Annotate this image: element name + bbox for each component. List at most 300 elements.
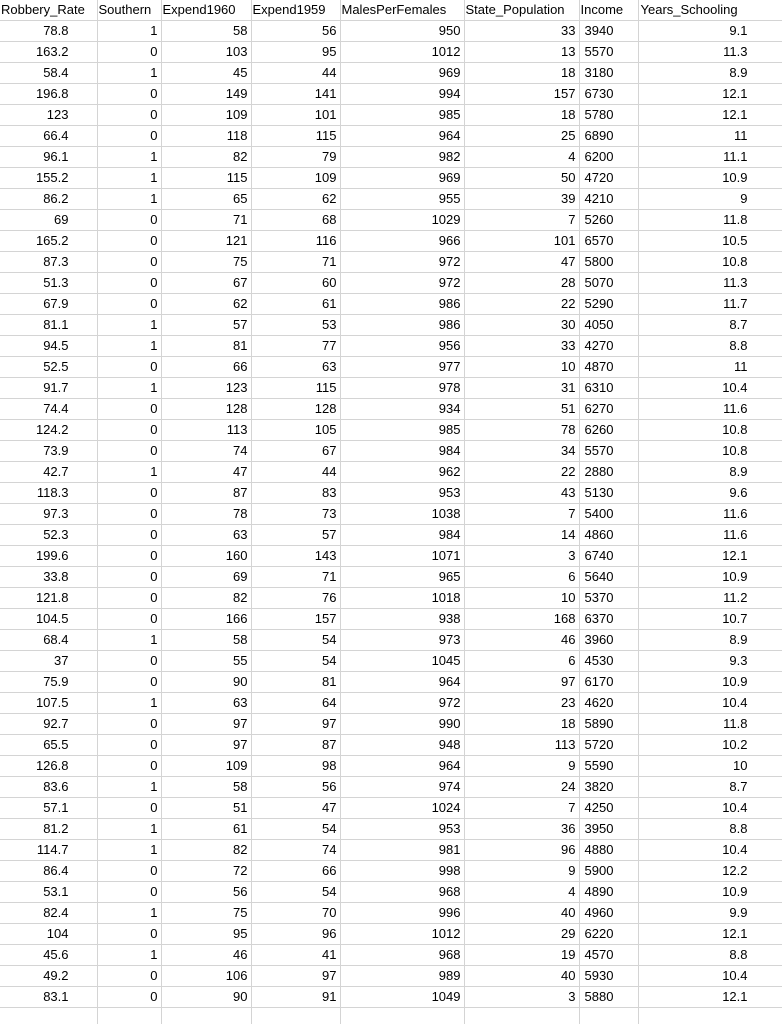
- cell-expend1960[interactable]: 123: [161, 378, 251, 399]
- cell-males-per-females[interactable]: 948: [340, 735, 464, 756]
- cell-expend1960[interactable]: 113: [161, 420, 251, 441]
- cell-males-per-females[interactable]: 998: [340, 861, 464, 882]
- cell-expend1960[interactable]: 72: [161, 861, 251, 882]
- cell-income[interactable]: 5930: [579, 966, 638, 987]
- cell-income[interactable]: 5290: [579, 294, 638, 315]
- cell-expend1959[interactable]: 101: [251, 105, 340, 126]
- cell-robbery-rate[interactable]: 73.9: [0, 441, 97, 462]
- cell-expend1959[interactable]: 56: [251, 21, 340, 42]
- cell-years-schooling[interactable]: 11.3: [638, 273, 782, 294]
- cell-males-per-females[interactable]: 953: [340, 819, 464, 840]
- cell-expend1959[interactable]: 63: [251, 357, 340, 378]
- cell-expend1960[interactable]: 78: [161, 504, 251, 525]
- cell-state-population[interactable]: 34: [464, 441, 579, 462]
- cell-state-population[interactable]: 23: [464, 693, 579, 714]
- cell-southern[interactable]: 0: [97, 756, 161, 777]
- cell-state-population[interactable]: 9: [464, 756, 579, 777]
- cell-males-per-females[interactable]: 1038: [340, 504, 464, 525]
- cell-southern[interactable]: 0: [97, 105, 161, 126]
- cell-state-population[interactable]: 3: [464, 987, 579, 1008]
- cell-males-per-females[interactable]: 938: [340, 609, 464, 630]
- cell-robbery-rate[interactable]: 118.3: [0, 483, 97, 504]
- cell-years-schooling[interactable]: 11.7: [638, 294, 782, 315]
- cell-expend1959[interactable]: 64: [251, 693, 340, 714]
- cell-robbery-rate[interactable]: 58.4: [0, 63, 97, 84]
- cell-expend1959[interactable]: 54: [251, 819, 340, 840]
- cell-income[interactable]: 5780: [579, 105, 638, 126]
- cell-expend1960[interactable]: 121: [161, 231, 251, 252]
- cell-expend1959[interactable]: 81: [251, 672, 340, 693]
- cell-robbery-rate[interactable]: 68.4: [0, 630, 97, 651]
- cell-years-schooling[interactable]: 11.8: [638, 210, 782, 231]
- cell-robbery-rate[interactable]: 57.1: [0, 798, 97, 819]
- cell-expend1960[interactable]: 166: [161, 609, 251, 630]
- cell-income[interactable]: 5900: [579, 861, 638, 882]
- cell-state-population[interactable]: 97: [464, 672, 579, 693]
- cell-years-schooling[interactable]: 12.1: [638, 105, 782, 126]
- cell-expend1959[interactable]: 61: [251, 294, 340, 315]
- cell-state-population[interactable]: 31: [464, 378, 579, 399]
- cell-males-per-females[interactable]: 977: [340, 357, 464, 378]
- cell-expend1960[interactable]: 45: [161, 63, 251, 84]
- cell-males-per-females[interactable]: 1049: [340, 987, 464, 1008]
- cell-males-per-females[interactable]: 994: [340, 84, 464, 105]
- cell-state-population[interactable]: 47: [464, 252, 579, 273]
- cell-years-schooling[interactable]: 11.6: [638, 504, 782, 525]
- cell-expend1960[interactable]: 63: [161, 693, 251, 714]
- cell-robbery-rate[interactable]: 196.8: [0, 84, 97, 105]
- cell-expend1960[interactable]: 55: [161, 651, 251, 672]
- cell-southern[interactable]: 0: [97, 714, 161, 735]
- cell-years-schooling[interactable]: 11.1: [638, 147, 782, 168]
- cell-expend1959[interactable]: 157: [251, 609, 340, 630]
- cell-state-population[interactable]: 18: [464, 63, 579, 84]
- cell-expend1960[interactable]: 128: [161, 399, 251, 420]
- cell-state-population[interactable]: 13: [464, 42, 579, 63]
- cell-southern[interactable]: 0: [97, 84, 161, 105]
- cell-southern[interactable]: 1: [97, 21, 161, 42]
- cell-males-per-females[interactable]: 974: [340, 777, 464, 798]
- cell-males-per-females[interactable]: 996: [340, 903, 464, 924]
- cell-expend1959[interactable]: 60: [251, 273, 340, 294]
- header-cell-expend1959[interactable]: Expend1959: [251, 0, 340, 21]
- cell-robbery-rate[interactable]: 67.9: [0, 294, 97, 315]
- cell-state-population[interactable]: 96: [464, 840, 579, 861]
- cell-expend1959[interactable]: 109: [251, 168, 340, 189]
- cell-robbery-rate[interactable]: 87.3: [0, 252, 97, 273]
- cell-expend1959[interactable]: 53: [251, 315, 340, 336]
- cell-southern[interactable]: 0: [97, 672, 161, 693]
- cell-years-schooling[interactable]: 9.6: [638, 483, 782, 504]
- cell-income[interactable]: 5880: [579, 987, 638, 1008]
- cell-years-schooling[interactable]: 11: [638, 357, 782, 378]
- cell-expend1960[interactable]: 65: [161, 189, 251, 210]
- cell-southern[interactable]: 0: [97, 567, 161, 588]
- cell-expend1959[interactable]: 143: [251, 546, 340, 567]
- cell-expend1960[interactable]: 149: [161, 84, 251, 105]
- cell-expend1959[interactable]: 56: [251, 777, 340, 798]
- cell-income[interactable]: 4570: [579, 945, 638, 966]
- cell-robbery-rate[interactable]: 83.6: [0, 777, 97, 798]
- cell-income[interactable]: 5260: [579, 210, 638, 231]
- cell-robbery-rate[interactable]: 121.8: [0, 588, 97, 609]
- cell-southern[interactable]: 0: [97, 987, 161, 1008]
- cell-expend1959[interactable]: 73: [251, 504, 340, 525]
- cell-expend1959[interactable]: 87: [251, 735, 340, 756]
- cell-state-population[interactable]: 39: [464, 189, 579, 210]
- cell-income[interactable]: 6890: [579, 126, 638, 147]
- cell-expend1960[interactable]: 103: [161, 42, 251, 63]
- cell-income[interactable]: 4530: [579, 651, 638, 672]
- cell-males-per-females[interactable]: 982: [340, 147, 464, 168]
- cell-southern[interactable]: 0: [97, 273, 161, 294]
- cell-years-schooling[interactable]: 11.6: [638, 525, 782, 546]
- cell-income[interactable]: 5590: [579, 756, 638, 777]
- cell-years-schooling[interactable]: 10.5: [638, 231, 782, 252]
- cell-expend1960[interactable]: 62: [161, 294, 251, 315]
- cell-state-population[interactable]: 4: [464, 882, 579, 903]
- cell-robbery-rate[interactable]: 155.2: [0, 168, 97, 189]
- cell-males-per-females[interactable]: 969: [340, 168, 464, 189]
- cell-southern[interactable]: [97, 1008, 161, 1024]
- cell-state-population[interactable]: 30: [464, 315, 579, 336]
- cell-years-schooling[interactable]: 8.8: [638, 945, 782, 966]
- cell-state-population[interactable]: [464, 1008, 579, 1024]
- cell-expend1959[interactable]: 96: [251, 924, 340, 945]
- cell-income[interactable]: 6740: [579, 546, 638, 567]
- cell-expend1959[interactable]: 62: [251, 189, 340, 210]
- cell-expend1960[interactable]: [161, 1008, 251, 1024]
- cell-state-population[interactable]: 6: [464, 651, 579, 672]
- cell-state-population[interactable]: 9: [464, 861, 579, 882]
- cell-expend1959[interactable]: 116: [251, 231, 340, 252]
- cell-males-per-females[interactable]: 984: [340, 525, 464, 546]
- cell-state-population[interactable]: 33: [464, 336, 579, 357]
- cell-expend1960[interactable]: 97: [161, 714, 251, 735]
- cell-southern[interactable]: 0: [97, 588, 161, 609]
- cell-males-per-females[interactable]: 953: [340, 483, 464, 504]
- cell-southern[interactable]: 1: [97, 630, 161, 651]
- cell-years-schooling[interactable]: 12.1: [638, 84, 782, 105]
- cell-males-per-females[interactable]: 962: [340, 462, 464, 483]
- cell-income[interactable]: 5640: [579, 567, 638, 588]
- cell-robbery-rate[interactable]: 78.8: [0, 21, 97, 42]
- cell-income[interactable]: 5890: [579, 714, 638, 735]
- cell-years-schooling[interactable]: 9.9: [638, 903, 782, 924]
- cell-state-population[interactable]: 18: [464, 105, 579, 126]
- header-cell-years-schooling[interactable]: Years_Schooling: [638, 0, 782, 21]
- cell-males-per-females[interactable]: 984: [340, 441, 464, 462]
- cell-southern[interactable]: 1: [97, 462, 161, 483]
- cell-years-schooling[interactable]: 8.9: [638, 630, 782, 651]
- cell-expend1959[interactable]: 54: [251, 651, 340, 672]
- cell-income[interactable]: 5130: [579, 483, 638, 504]
- cell-state-population[interactable]: 10: [464, 357, 579, 378]
- cell-years-schooling[interactable]: 12.1: [638, 987, 782, 1008]
- cell-expend1960[interactable]: 87: [161, 483, 251, 504]
- cell-southern[interactable]: 0: [97, 483, 161, 504]
- cell-expend1959[interactable]: 54: [251, 882, 340, 903]
- cell-income[interactable]: 6570: [579, 231, 638, 252]
- cell-robbery-rate[interactable]: 97.3: [0, 504, 97, 525]
- cell-southern[interactable]: 1: [97, 903, 161, 924]
- cell-robbery-rate[interactable]: 81.2: [0, 819, 97, 840]
- cell-males-per-females[interactable]: 964: [340, 672, 464, 693]
- cell-males-per-females[interactable]: 966: [340, 231, 464, 252]
- cell-income[interactable]: 3180: [579, 63, 638, 84]
- cell-expend1959[interactable]: 115: [251, 378, 340, 399]
- cell-southern[interactable]: 1: [97, 315, 161, 336]
- cell-income[interactable]: 6270: [579, 399, 638, 420]
- cell-males-per-females[interactable]: 968: [340, 882, 464, 903]
- cell-state-population[interactable]: 24: [464, 777, 579, 798]
- cell-southern[interactable]: 0: [97, 504, 161, 525]
- cell-expend1960[interactable]: 115: [161, 168, 251, 189]
- cell-males-per-females[interactable]: 1012: [340, 42, 464, 63]
- cell-expend1959[interactable]: 66: [251, 861, 340, 882]
- cell-years-schooling[interactable]: 10.9: [638, 882, 782, 903]
- cell-southern[interactable]: 0: [97, 231, 161, 252]
- cell-males-per-females[interactable]: 986: [340, 315, 464, 336]
- cell-expend1960[interactable]: 58: [161, 630, 251, 651]
- cell-males-per-females[interactable]: 990: [340, 714, 464, 735]
- cell-males-per-females[interactable]: 964: [340, 756, 464, 777]
- cell-years-schooling[interactable]: 10.9: [638, 168, 782, 189]
- cell-southern[interactable]: 0: [97, 798, 161, 819]
- cell-income[interactable]: 3950: [579, 819, 638, 840]
- cell-southern[interactable]: 0: [97, 546, 161, 567]
- cell-males-per-females[interactable]: 985: [340, 420, 464, 441]
- cell-expend1959[interactable]: 71: [251, 567, 340, 588]
- cell-robbery-rate[interactable]: 52.5: [0, 357, 97, 378]
- cell-robbery-rate[interactable]: 92.7: [0, 714, 97, 735]
- cell-expend1959[interactable]: 128: [251, 399, 340, 420]
- cell-southern[interactable]: 0: [97, 210, 161, 231]
- cell-state-population[interactable]: 28: [464, 273, 579, 294]
- cell-income[interactable]: 6730: [579, 84, 638, 105]
- cell-expend1960[interactable]: 51: [161, 798, 251, 819]
- cell-expend1960[interactable]: 56: [161, 882, 251, 903]
- cell-income[interactable]: 3960: [579, 630, 638, 651]
- cell-years-schooling[interactable]: 8.7: [638, 777, 782, 798]
- cell-state-population[interactable]: 157: [464, 84, 579, 105]
- cell-income[interactable]: 4960: [579, 903, 638, 924]
- cell-robbery-rate[interactable]: 83.1: [0, 987, 97, 1008]
- cell-expend1959[interactable]: 57: [251, 525, 340, 546]
- cell-southern[interactable]: 0: [97, 861, 161, 882]
- cell-expend1960[interactable]: 106: [161, 966, 251, 987]
- cell-state-population[interactable]: 50: [464, 168, 579, 189]
- cell-income[interactable]: 4880: [579, 840, 638, 861]
- cell-expend1960[interactable]: 75: [161, 252, 251, 273]
- cell-southern[interactable]: 1: [97, 840, 161, 861]
- cell-income[interactable]: 6370: [579, 609, 638, 630]
- cell-robbery-rate[interactable]: 91.7: [0, 378, 97, 399]
- cell-robbery-rate[interactable]: 69: [0, 210, 97, 231]
- cell-expend1959[interactable]: 67: [251, 441, 340, 462]
- cell-robbery-rate[interactable]: 51.3: [0, 273, 97, 294]
- cell-expend1959[interactable]: 44: [251, 63, 340, 84]
- cell-robbery-rate[interactable]: [0, 1008, 97, 1024]
- cell-years-schooling[interactable]: 8.7: [638, 315, 782, 336]
- cell-years-schooling[interactable]: 10.8: [638, 252, 782, 273]
- cell-years-schooling[interactable]: 11.2: [638, 588, 782, 609]
- cell-expend1960[interactable]: 81: [161, 336, 251, 357]
- cell-robbery-rate[interactable]: 163.2: [0, 42, 97, 63]
- cell-income[interactable]: 3940: [579, 21, 638, 42]
- cell-southern[interactable]: 0: [97, 609, 161, 630]
- cell-state-population[interactable]: 36: [464, 819, 579, 840]
- cell-males-per-females[interactable]: 1018: [340, 588, 464, 609]
- cell-southern[interactable]: 0: [97, 420, 161, 441]
- cell-expend1959[interactable]: 97: [251, 966, 340, 987]
- cell-males-per-females[interactable]: 950: [340, 21, 464, 42]
- cell-income[interactable]: 4890: [579, 882, 638, 903]
- cell-years-schooling[interactable]: 10.4: [638, 966, 782, 987]
- cell-income[interactable]: 6200: [579, 147, 638, 168]
- cell-years-schooling[interactable]: 8.8: [638, 819, 782, 840]
- cell-southern[interactable]: 0: [97, 525, 161, 546]
- cell-state-population[interactable]: 33: [464, 21, 579, 42]
- cell-income[interactable]: 5800: [579, 252, 638, 273]
- cell-state-population[interactable]: 14: [464, 525, 579, 546]
- cell-state-population[interactable]: 22: [464, 462, 579, 483]
- cell-expend1960[interactable]: 69: [161, 567, 251, 588]
- cell-males-per-females[interactable]: 934: [340, 399, 464, 420]
- header-cell-income[interactable]: Income: [579, 0, 638, 21]
- cell-state-population[interactable]: 7: [464, 504, 579, 525]
- cell-expend1960[interactable]: 82: [161, 147, 251, 168]
- cell-expend1959[interactable]: 141: [251, 84, 340, 105]
- cell-southern[interactable]: 0: [97, 357, 161, 378]
- cell-income[interactable]: 4720: [579, 168, 638, 189]
- cell-males-per-females[interactable]: 972: [340, 252, 464, 273]
- cell-years-schooling[interactable]: 12.1: [638, 546, 782, 567]
- cell-southern[interactable]: 1: [97, 819, 161, 840]
- cell-income[interactable]: 4620: [579, 693, 638, 714]
- cell-males-per-females[interactable]: 973: [340, 630, 464, 651]
- cell-income[interactable]: 6170: [579, 672, 638, 693]
- cell-expend1959[interactable]: 76: [251, 588, 340, 609]
- cell-expend1959[interactable]: 97: [251, 714, 340, 735]
- cell-males-per-females[interactable]: 965: [340, 567, 464, 588]
- cell-expend1960[interactable]: 109: [161, 756, 251, 777]
- cell-state-population[interactable]: 168: [464, 609, 579, 630]
- cell-expend1960[interactable]: 74: [161, 441, 251, 462]
- cell-robbery-rate[interactable]: 49.2: [0, 966, 97, 987]
- cell-robbery-rate[interactable]: 104: [0, 924, 97, 945]
- cell-state-population[interactable]: 46: [464, 630, 579, 651]
- cell-years-schooling[interactable]: 10: [638, 756, 782, 777]
- cell-southern[interactable]: 1: [97, 777, 161, 798]
- cell-years-schooling[interactable]: 10.9: [638, 567, 782, 588]
- cell-years-schooling[interactable]: 8.8: [638, 336, 782, 357]
- cell-income[interactable]: 6220: [579, 924, 638, 945]
- header-cell-state-population[interactable]: State_Population: [464, 0, 579, 21]
- cell-expend1959[interactable]: 79: [251, 147, 340, 168]
- cell-income[interactable]: 6260: [579, 420, 638, 441]
- cell-income[interactable]: 2880: [579, 462, 638, 483]
- cell-males-per-females[interactable]: 1029: [340, 210, 464, 231]
- cell-income[interactable]: 5570: [579, 42, 638, 63]
- cell-robbery-rate[interactable]: 86.4: [0, 861, 97, 882]
- cell-southern[interactable]: 0: [97, 441, 161, 462]
- cell-income[interactable]: 5370: [579, 588, 638, 609]
- cell-years-schooling[interactable]: 9.3: [638, 651, 782, 672]
- cell-state-population[interactable]: 4: [464, 147, 579, 168]
- cell-state-population[interactable]: 7: [464, 798, 579, 819]
- cell-southern[interactable]: 1: [97, 63, 161, 84]
- cell-years-schooling[interactable]: 10.4: [638, 798, 782, 819]
- cell-robbery-rate[interactable]: 42.7: [0, 462, 97, 483]
- cell-robbery-rate[interactable]: 66.4: [0, 126, 97, 147]
- cell-robbery-rate[interactable]: 96.1: [0, 147, 97, 168]
- cell-southern[interactable]: 0: [97, 651, 161, 672]
- cell-robbery-rate[interactable]: 65.5: [0, 735, 97, 756]
- cell-males-per-females[interactable]: 1045: [340, 651, 464, 672]
- cell-years-schooling[interactable]: 11.8: [638, 714, 782, 735]
- cell-years-schooling[interactable]: 11.6: [638, 399, 782, 420]
- cell-males-per-females[interactable]: 956: [340, 336, 464, 357]
- cell-years-schooling[interactable]: 10.9: [638, 672, 782, 693]
- cell-years-schooling[interactable]: 8.9: [638, 462, 782, 483]
- cell-state-population[interactable]: 51: [464, 399, 579, 420]
- cell-state-population[interactable]: 40: [464, 966, 579, 987]
- cell-expend1959[interactable]: 41: [251, 945, 340, 966]
- cell-expend1960[interactable]: 109: [161, 105, 251, 126]
- cell-expend1959[interactable]: 74: [251, 840, 340, 861]
- cell-robbery-rate[interactable]: 199.6: [0, 546, 97, 567]
- header-cell-robbery-rate[interactable]: Robbery_Rate: [0, 0, 97, 21]
- cell-expend1959[interactable]: 77: [251, 336, 340, 357]
- cell-southern[interactable]: 0: [97, 966, 161, 987]
- cell-robbery-rate[interactable]: 82.4: [0, 903, 97, 924]
- cell-expend1960[interactable]: 61: [161, 819, 251, 840]
- cell-males-per-females[interactable]: 969: [340, 63, 464, 84]
- cell-years-schooling[interactable]: 12.2: [638, 861, 782, 882]
- cell-robbery-rate[interactable]: 81.1: [0, 315, 97, 336]
- cell-southern[interactable]: 1: [97, 378, 161, 399]
- cell-income[interactable]: 5070: [579, 273, 638, 294]
- cell-years-schooling[interactable]: 10.4: [638, 840, 782, 861]
- cell-southern[interactable]: 0: [97, 882, 161, 903]
- cell-state-population[interactable]: 43: [464, 483, 579, 504]
- cell-robbery-rate[interactable]: 75.9: [0, 672, 97, 693]
- cell-state-population[interactable]: 101: [464, 231, 579, 252]
- cell-robbery-rate[interactable]: 123: [0, 105, 97, 126]
- cell-expend1959[interactable]: 83: [251, 483, 340, 504]
- cell-southern[interactable]: 0: [97, 735, 161, 756]
- cell-income[interactable]: 4860: [579, 525, 638, 546]
- cell-years-schooling[interactable]: 10.4: [638, 693, 782, 714]
- cell-expend1960[interactable]: 82: [161, 588, 251, 609]
- cell-years-schooling[interactable]: [638, 1008, 782, 1024]
- cell-income[interactable]: 6310: [579, 378, 638, 399]
- cell-males-per-females[interactable]: 968: [340, 945, 464, 966]
- cell-years-schooling[interactable]: 12.1: [638, 924, 782, 945]
- cell-robbery-rate[interactable]: 124.2: [0, 420, 97, 441]
- cell-males-per-females[interactable]: 978: [340, 378, 464, 399]
- cell-robbery-rate[interactable]: 86.2: [0, 189, 97, 210]
- cell-income[interactable]: [579, 1008, 638, 1024]
- cell-expend1960[interactable]: 71: [161, 210, 251, 231]
- cell-income[interactable]: 3820: [579, 777, 638, 798]
- cell-state-population[interactable]: 78: [464, 420, 579, 441]
- cell-expend1960[interactable]: 75: [161, 903, 251, 924]
- header-cell-males-per-females[interactable]: MalesPerFemales: [340, 0, 464, 21]
- cell-expend1959[interactable]: [251, 1008, 340, 1024]
- cell-males-per-females[interactable]: 972: [340, 693, 464, 714]
